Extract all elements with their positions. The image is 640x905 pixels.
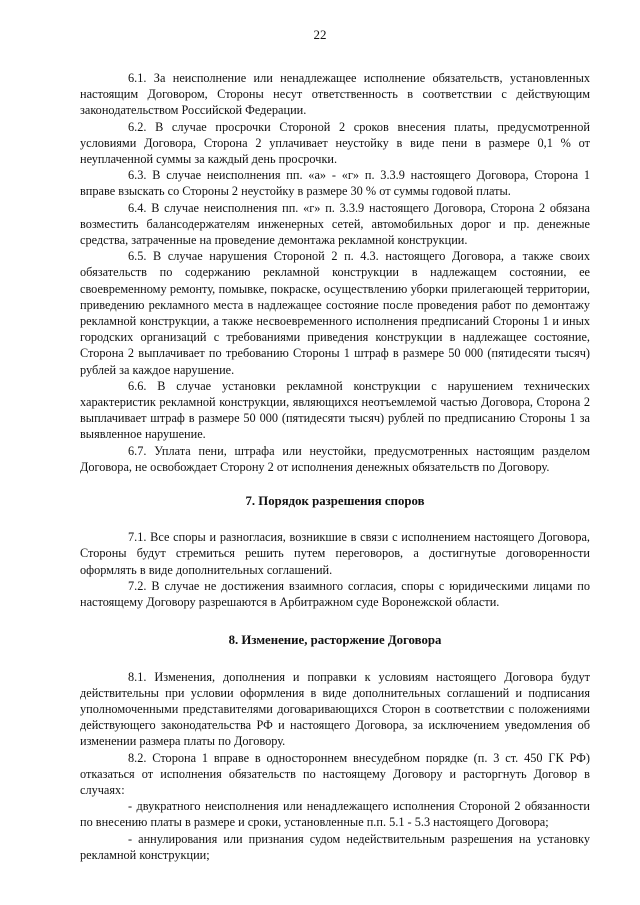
section-7-heading: 7. Порядок разрешения споров (245, 494, 425, 509)
paragraph-6-5: 6.5. В случае нарушения Стороной 2 п. 4.3. настоящего Договора, а также своих обязательств по содержанию рекламной конструкции в надлежащем состоянии, ее своевременному ремонту, помывке, покраске, осуществлению уборки прилегающей территории, приведению рекламного места в надлежащее состояние после проведения работ по демонтажу рекламной конструкции, а также несвоевременного исполнения предписаний Стороны 1 и иных городских организаций с требованиями приведения конструкции в надлежащее состояние, Сторона 2 выплачивает по требованию Стороны 1 штраф в размере 50 000 (пятидесяти тысяч) рублей за каждое нарушение. (80, 249, 590, 377)
paragraph-6-4: 6.4. В случае неисполнения пп. «г» п. 3.3.9 настоящего Договора, Сторона 2 обязана возместить балансодержателям инженерных сетей, автомобильных дорог и пр. денежные средства, затраченные на проведение демонтажа рекламной конструкции. (80, 200, 590, 248)
paragraph-8-1: 8.1. Изменения, дополнения и поправки к условиям настоящего Договора будут действительны при условии оформления в виде дополнительных соглашений и подписания уполномоченными представителями договаривающихся Сторон в соответствии с положениями действующего законодательства РФ и настоящего Договора, за исключением уведомления об изменении размера платы по Договору. (80, 669, 590, 749)
list-item: - аннулирования или признания судом недействительным разрешения на установку рекламной конструкции; (80, 831, 590, 862)
paragraph-7-1: 7.1. Все споры и разногласия, возникшие в связи с исполнением настоящего Договора, Стороны будут стремиться решить путем переговоров, а достигнутые договоренности оформлять в виде дополнительных соглашений. (80, 530, 590, 577)
paragraph-6-7: 6.7. Уплата пени, штрафа или неустойки, предусмотренных настоящим разделом Договора, не освобождает Сторону 2 от исполнения денежных обязательств по Договору. (80, 443, 590, 474)
paragraph-6-3: 6.3. В случае неисполнения пп. «а» - «г» п. 3.3.9 настоящего Договора, Сторона 1 вправе взыскать со Стороны 2 неустойку в размере 30 % от суммы годовой платы. (80, 168, 590, 199)
list-item: - двукратного неисполнения или ненадлежащего исполнения Стороной 2 обязанности по внесению платы в размере и сроки, установленные п.п. 5.1 - 5.3 настоящего Договора; (80, 799, 590, 830)
paragraph-8-2: 8.2. Сторона 1 вправе в одностороннем внесудебном порядке (п. 3 ст. 450 ГК РФ) отказаться от исполнения обязательств по настоящему Договору и расторгнуть Договор в случаях: (80, 750, 590, 797)
paragraph-6-2: 6.2. В случае просрочки Стороной 2 сроков внесения платы, предусмотренной условиями Договора, Сторона 2 уплачивает неустойку в виде пени в размере 0,1 % от неуплаченной суммы за каждый день просрочки. (80, 119, 590, 167)
paragraph-6-6: 6.6. В случае установки рекламной конструкции с нарушением технических характеристик рекламной конструкции, являющихся неотъемлемой частью Договора, Сторона 2 выплачивает штраф в размере 50 000 (пятидесяти тысяч) рублей по предписанию Стороны 1 за выявленное нарушение. (80, 378, 590, 442)
document-body (80, 70, 590, 863)
section-7 (80, 529, 590, 610)
section-6 (80, 70, 590, 475)
section-8-heading: 8. Изменение, расторжение Договора (228, 633, 442, 648)
page-number: 22 (313, 27, 327, 42)
section-8 (80, 669, 590, 863)
paragraph-7-2: 7.2. В случае не достижения взаимного согласия, споры с юридическими лицами по настоящему Договору разрешаются в Арбитражном суде Воронежской области. (80, 578, 590, 610)
paragraph-6-1: 6.1. За неисполнение или ненадлежащее исполнение обязательств, установленных настоящим Договором, Стороны несут ответственность в соответствии с действующим законодательством Российской Федерации. (80, 71, 590, 118)
